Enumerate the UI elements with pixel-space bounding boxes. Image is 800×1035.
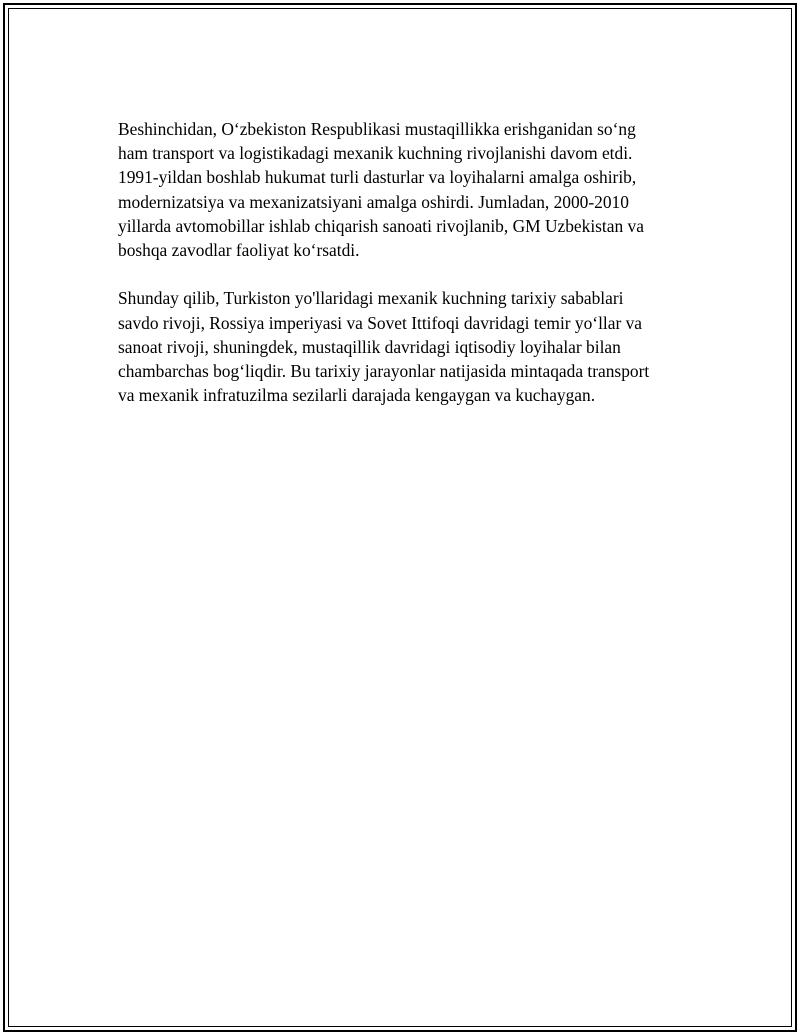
text-line: ham transport va logistikadagi mexanik kuchning rivojlanishi davom etdi. [118,143,633,164]
text-line: modernizatsiya va mexanizatsiyani amalga oshirdi. Jumladan, 2000-2010 [118,191,629,212]
text-line: boshqa zavodlar faoliyat ko‘rsatdi. [118,240,360,261]
document-body [118,117,718,407]
text-line: Shunday qilib, Turkiston yo'llaridagi mexanik kuchning tarixiy sabablari [118,288,624,309]
text-line: 1991-yildan boshlab hukumat turli dasturlar va loyihalarni amalga oshirib, [118,167,637,188]
paragraph-2 [118,286,718,407]
text-line: yillarda avtomobillar ishlab chiqarish sanoati rivojlanib, GM Uzbekistan va [118,215,644,236]
text-line: Beshinchidan, O‘zbekiston Respublikasi mustaqillikka erishganidan so‘ng [118,119,636,139]
text-line: chambarchas bog‘liqdir. Bu tarixiy jarayonlar natijasida mintaqada transport [118,361,650,382]
text-line: savdo rivoji, Rossiya imperiyasi va Sovet Ittifoqi davridagi temir yo‘llar va [118,312,643,333]
paragraph-1 [118,117,718,262]
text-line: va mexanik infratuzilma sezilarli darajada kengaygan va kuchaygan. [118,385,596,406]
text-line: sanoat rivoji, shuningdek, mustaqillik davridagi iqtisodiy loyihalar bilan [118,336,621,357]
